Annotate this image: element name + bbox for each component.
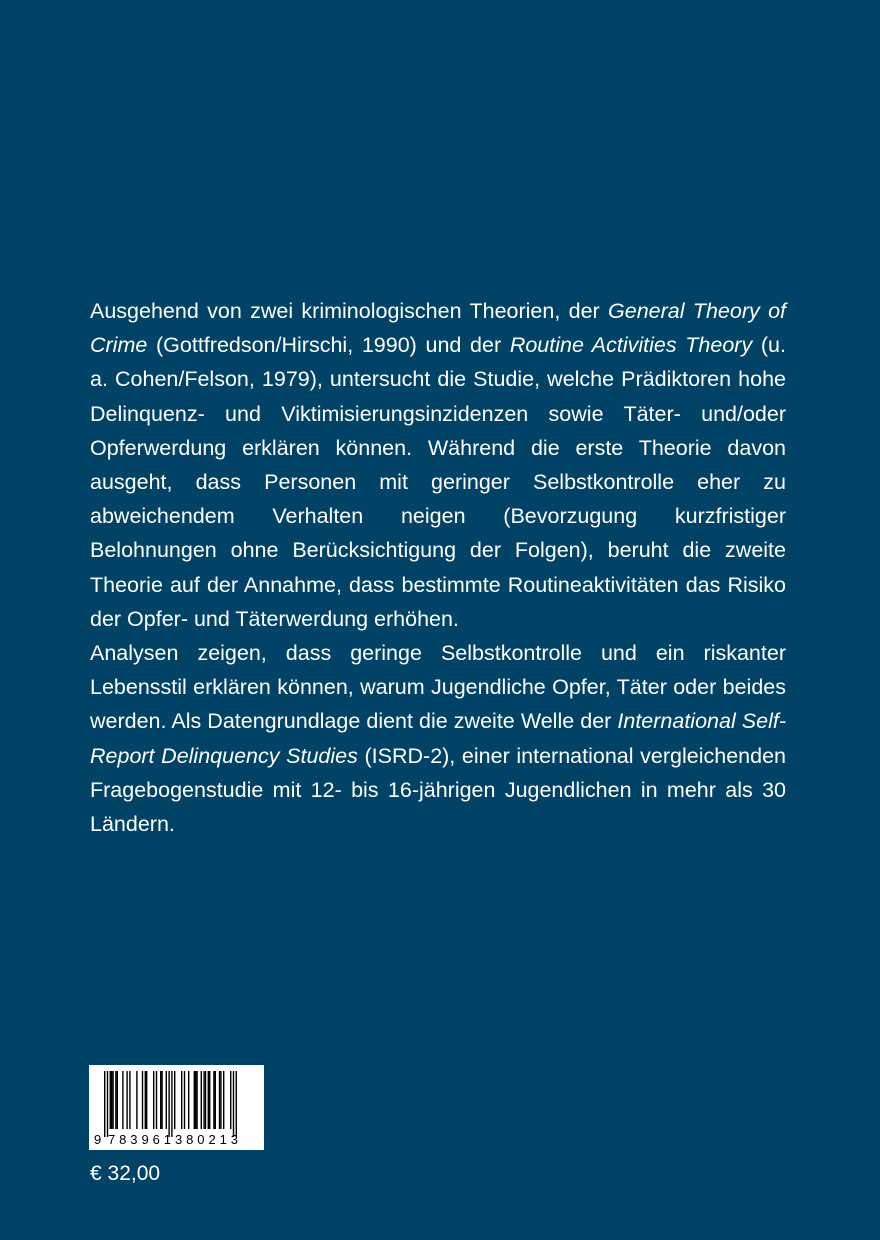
barcode-bar <box>219 1071 220 1129</box>
blurb-p2-text-1: Analysen zeigen, dass geringe Selbstkontrolle und ein riskanter Lebensstil erklären können, warum Jugendliche Opfer, Täter oder beides werden. Als Datengrundlage dient die zweite Welle der <box>90 641 786 734</box>
barcode-first-digit: 9 <box>94 1132 102 1147</box>
blurb-paragraph-1 <box>90 294 786 636</box>
barcode-bar <box>146 1071 147 1129</box>
barcode-bar <box>223 1071 224 1129</box>
barcode-bar <box>230 1071 231 1129</box>
blurb-p2-title-isrd: International Self-Report Delinquency Studies <box>90 709 786 768</box>
barcode-bar <box>126 1071 127 1129</box>
barcode-bar <box>195 1071 196 1129</box>
barcode-bar <box>111 1071 112 1129</box>
barcode-bar <box>112 1071 113 1129</box>
barcode-bar <box>107 1071 108 1137</box>
barcode-bar <box>168 1071 169 1137</box>
barcode-bar <box>213 1071 214 1129</box>
back-cover-blurb <box>90 294 786 841</box>
barcode-bar <box>129 1071 130 1129</box>
blurb-p1-text-2: (Gottfredson/Hirschi, 1990) und der <box>147 333 510 358</box>
blurb-p1-title-routine-activities: Routine Activities Theory <box>509 333 753 358</box>
barcode-bar <box>153 1071 154 1129</box>
barcode-bar <box>181 1071 182 1129</box>
barcode-bar <box>205 1071 206 1129</box>
barcode-bar <box>166 1071 167 1129</box>
barcode-bar <box>117 1071 118 1129</box>
barcode-bar <box>161 1071 162 1129</box>
blurb-p1-title-general-theory: General Theory of Crime <box>90 299 787 358</box>
blurb-p1-text-3: (u. a. Cohen/Felson, 1979), untersucht die Studie, welche Prädiktoren hohe Delinquenz- und Viktimisierungsinzidenzen sowie Täter- und/oder Opferwerdung erklären können. Während die erste Theorie davon ausgeht, dass Personen mit geringer Selbstkontrolle eher zu abweichendem Verhalten neigen (Bevorzugung kurzfristiger Belohnungen ohne Berücksichtigung der Folgen), beruht die zweite Theorie auf der Annahme, dass bestimmte Routineaktivitäten das Risiko der Opfer- und Täterwerdung erhöhen. <box>90 333 786 631</box>
barcode-bar <box>208 1071 209 1129</box>
barcode-bar <box>233 1071 234 1137</box>
barcode-bar <box>201 1071 202 1129</box>
barcode-bar <box>194 1071 195 1129</box>
barcode-bar <box>156 1071 157 1129</box>
blurb-paragraph-2 <box>90 636 786 841</box>
barcode-bar <box>115 1071 116 1129</box>
barcode-bar <box>160 1071 161 1129</box>
barcode-bar <box>203 1071 204 1129</box>
barcode-bar <box>209 1071 210 1129</box>
barcode-bar <box>122 1071 123 1129</box>
barcode-bar <box>104 1071 105 1137</box>
barcode-bar <box>184 1071 185 1129</box>
barcode-bar <box>110 1071 111 1129</box>
barcode-bar <box>142 1071 143 1129</box>
barcode-right-digits: 380213 <box>175 1132 238 1147</box>
barcode-graphic <box>89 1065 264 1150</box>
isbn-barcode <box>89 1065 264 1150</box>
price: € 32,00 <box>90 1162 161 1185</box>
barcode-bar <box>196 1071 197 1129</box>
barcode-bar <box>215 1071 216 1129</box>
barcode-bar <box>188 1071 189 1129</box>
barcode-bars <box>104 1071 237 1137</box>
barcode-bar <box>236 1071 237 1137</box>
barcode-bar <box>136 1071 137 1129</box>
barcode-left-digits: 783961 <box>108 1132 171 1147</box>
barcode-bar <box>174 1071 175 1129</box>
blurb-p2-text-2: (ISRD-2), einer international vergleichenden Fragebogenstudie mit 12- bis 16-jährigen Jugendlichen in mehr als 30 Ländern. <box>90 743 786 837</box>
barcode-bar <box>220 1071 221 1129</box>
barcode-bar <box>145 1071 146 1129</box>
blurb-p1-text-1: Ausgehend von zwei kriminologischen Theorien, der <box>90 299 609 323</box>
barcode-bar <box>171 1071 172 1137</box>
